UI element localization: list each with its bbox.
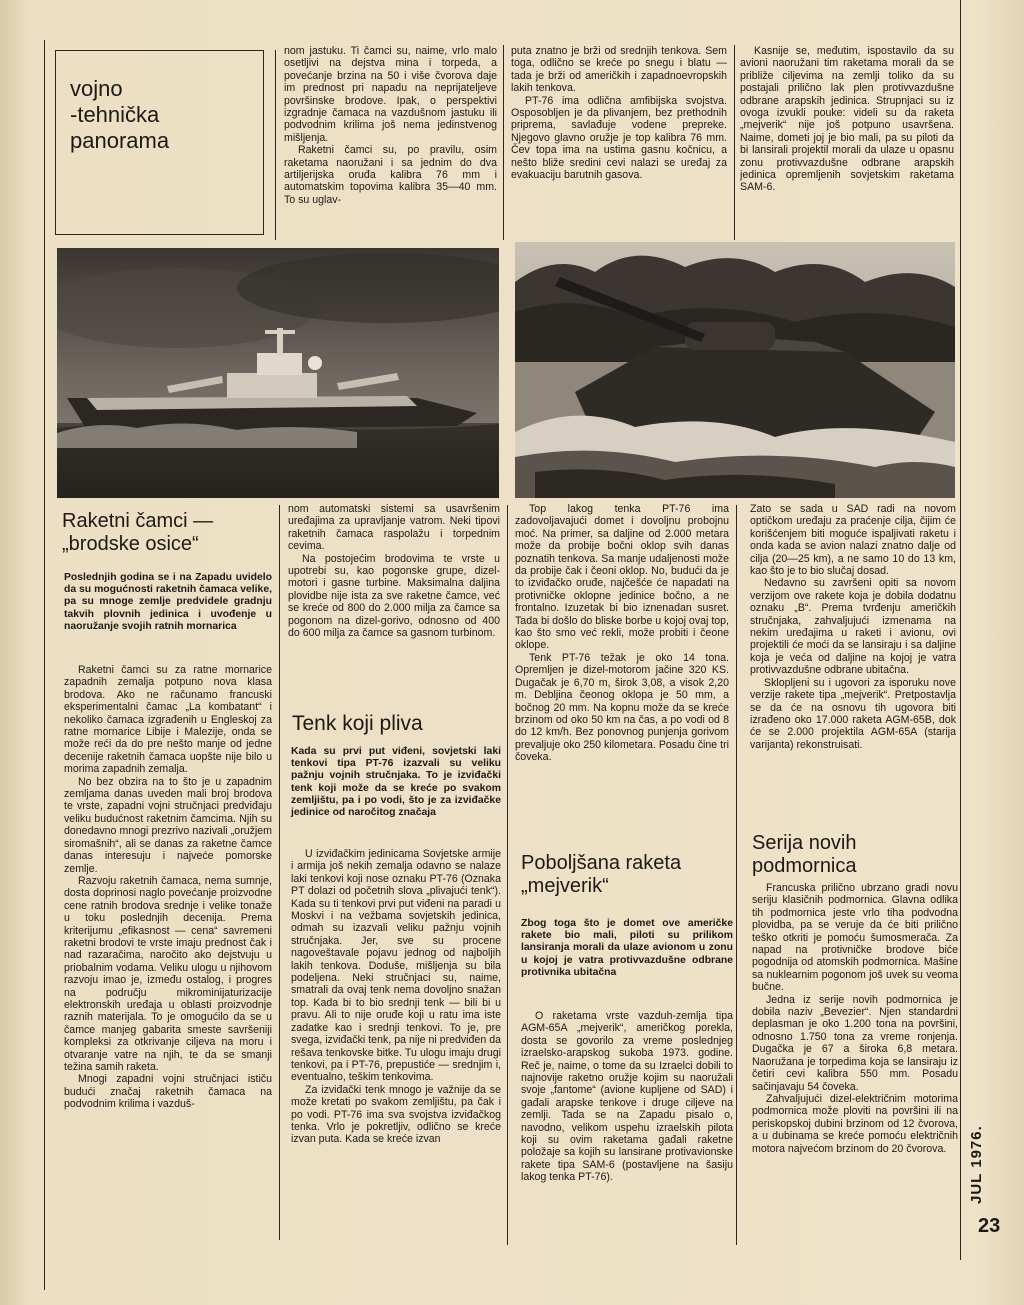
lead-text: Zbog toga što je domet ove američke rakete bio mali, piloti su prilikom lansiranja morali da ulaze avionom u zonu u kojoj je vatra protivvazdušne odbrane protivnika ubitačna	[521, 918, 733, 978]
headline-line: „mejverik“	[521, 875, 609, 897]
column-rule-3	[734, 45, 735, 240]
paragraph: Top lakog tenka PT-76 ima zadovoljavajući domet i dovoljnu probojnu moć. Na primer, sa daljine od 2.000 metara može da probije bočni oklop svih danas poznatih tenkova. Sa manje udaljenosti može da probije čak i čeoni oklop. No, budući da je to izviđačko oruđe, najčešće će napadati na protivničke oklopne jedinice bočno, a ne frontalno. Izuzetak bi bio iznenadan susret. Tada bi došlo do bliske borbe u kojoj ovaj top, kao što smo već rekli, može probiti i čeone oklope.	[515, 503, 729, 652]
paragraph: PT-76 ima odlična amfibijska svojstva. Osposobljen je da plivanjem, bez prethodnih priprema, savlađuje vodene prepreke. Njegovo glavno oružje je top kalibra 76 mm. Čev topa ima na ustima gasnu kočnicu, a nešto bliže sredini cevi nalazi se uređaj za evakuaciju barutnih gasova.	[511, 94, 727, 182]
top-column-3	[511, 45, 727, 235]
article-headline-submarines	[752, 832, 957, 878]
paragraph: nom automatski sistemi sa usavršenim uređajima za upravljanje vatrom. Neki tipovi raketnih čamaca raspolažu i torpednim cevima.	[288, 503, 500, 553]
paragraph: Za izviđački tenk mnogo je važnije da se može kretati po svakom zemljištu, pa čak i po vodi. PT-76 ima sva svojstva izviđačkog tenka. Vrlo je pokretljiv, odlično se kreće izvan puta. Kada se kreće izvan	[291, 1083, 501, 1146]
pt76-tank-photo	[515, 242, 955, 498]
paragraph: Razvoju raketnih čamaca, nema sumnje, dosta doprinosi naglo povećanje proizvodne cene ratnih brodova srednje i velike tonaže u toku poslednjih decenija. Prema kriterijumu „efikasnost — cena“ savremeni raketni brodovi te vrste imaju prednost čak i nad razaračima, naročito ako dejstvuju u priobalnim vodama. Veliku ulogu u njihovom razvoju imao je, između ostalog, i progres na području mikrominijaturizacije elektronskih uređaja u oblasti proizvodnje raznih materijala. To je omogućilo da se u čamce manjeg gabarita smeste savršeniji kompleksi za otkrivanje ciljeva na moru i otvaranje vatre na njih, te da se smanji težina samih raketa.	[64, 874, 272, 1073]
article2-column-1	[291, 848, 501, 1244]
article-lead-tank	[291, 746, 501, 819]
article3-column-1	[521, 1010, 733, 1244]
paragraph: Zahvaljujući dizel-električnim motorima podmornica može ploviti na površini ili na periskopskoj dubini brzinom od 12 čvorova, a u dubinama se kreće pomoću električnih motora najvećom brzinom do 20 čvorova.	[752, 1092, 958, 1155]
headline-line: Raketni čamci —	[62, 510, 214, 532]
column-rule-1	[275, 50, 276, 240]
paragraph: Francuska prilično ubrzano gradi novu seriju klasičnih podmornica. Glavna odlika tih podmornica jeste vrlo tiha podvodna plovidba, pa se veruje da će biti prilično teško otkriti je pomoću šumosmerača. Za napad na protivničke brodove biće pogodnija od atomskih podmornica. Mašine sa nuklearnim pogonom još uvek su veoma bučne.	[752, 882, 958, 994]
column-rule-4	[279, 505, 280, 1240]
headline-line: „brodske osice“	[62, 533, 199, 555]
column-rule-5	[507, 505, 508, 1245]
paragraph: nom jastuku. Ti čamci su, naime, vrlo malo osetljivi na dejstva mina i torpeda, a povećanje brzina na 50 i više čvorova daje im prednost pri napadu na neprijateljeve površinske brodove. Ipak, o perspektivi izgradnje čamaca na vazdušnom jastuku ili podvodnim krilima još nema jedinstvenog mišljenja.	[284, 45, 497, 144]
paragraph: Kasnije se, međutim, ispostavilo da su avioni naoružani tim raketama morali da se približe ciljevima na zemlji toliko da su postajali prilično lak plen protivvazdušne odbrane arapskih jedinica. Strupnjaci su iz ovoga izvukli pouke: videli su da raketa „mejverik“ nije još potpuno usavršena. Naime, dometi joj je bio mali, pa su piloti da bi lansirali projektil morali da ulaze u opasnu zonu protivvazdušne odbrane arapskih jedinica opremljenih sovjetskim raketama SAM-6.	[740, 45, 954, 194]
top-column-2	[284, 45, 497, 235]
paragraph: Raketni čamci su, po pravilu, osim raketama naoružani i sa jednim do dva artiljerijska oruđa kalibra 76 mm i automatskim topovima kalibra 35—40 mm. To su uglav-	[284, 144, 497, 206]
paragraph: Nedavno su završeni opiti sa novom verzijom ove rakete koja je dobila dodatnu oznaku „B“. Prema tvrđenju američkih stručnjaka, zahvaljujući izmenama na nekim uređajima u raketi i avionu, ovi projektili će moći da se lansiraju i sa daljine koja je veća od daljine na kojoj je vatra protivvazdušne odbrane ubitačna.	[750, 577, 956, 677]
article1-column-1	[64, 664, 272, 1244]
tank-image	[515, 242, 955, 498]
paragraph: O raketama vrste vazduh-zemlja tipa AGM-65A „mejverik“, američkog porekla, dosta se govorilo za vreme poslednjeg izraelsko-arapskog sukoba 1973. godine. Reč je, naime, o tome da su Izraelci dobili to najnovije raketno oružje kojim su naoružali svoje „fantome“ (avione kupljene od SAD) i gađali arapske tenkove i druge ciljeve na zemlji. Tada se na Zapadu pisalo o, navodno, velikom uspehu izraelskih pilota koji su ovim raketama gađali raketne položaje sa kojih su lansirane protivavionske rakete tipa SAM-6 (postavljene na šasiju lakog tenka PT-76).	[521, 1010, 733, 1184]
paragraph: Sklopljeni su i ugovori za isporuku nove verzije rakete tipa „mejverik“. Pretpostavlja se da će na osnovu tih ugovora biti izrađeno oko 17.000 raketa AGM-65B, dok će se 2.000 projektila AGM-65A (starija varijanta) rekonstruisati.	[750, 676, 956, 751]
headline-line: Poboljšana raketa	[521, 852, 682, 874]
rubric-line: panorama	[70, 128, 170, 153]
article1-column-2	[288, 503, 500, 693]
missile-boat-photo	[57, 248, 499, 498]
article4-column	[752, 882, 958, 1244]
headline-line: Serija novih	[752, 832, 857, 854]
right-margin-rule	[960, 0, 961, 1260]
column-rule-2	[503, 45, 504, 240]
lead-text: Poslednjih godina se i na Zapadu uvidelo da su mogućnosti raketnih čamaca velike, pa su mnoge zemlje predvidele gradnju takvih plovnih jedinica i uvođenje u naoružanje svojih ratnih mornarica	[64, 572, 272, 632]
article-lead-maverick	[521, 918, 733, 979]
article-headline-tank	[292, 712, 502, 735]
missile-boat-image	[57, 248, 499, 498]
headline-line: podmornica	[752, 855, 857, 877]
paragraph: U izviđačkim jedinicama Sovjetske armije i armija još nekih zemalja odavno se nalaze laki tenkovi koji nose oznaku PT-76 (Oznaka PT dolazi od početnih slova „plivajući tenk“). Kada su ti tenkovi prvi put viđeni na paradi u Moskvi i na vežbama sovjetskih jedinica, odmah su izazvali veliku pažnju vojnih stručnjaka. Jer, sve su procene nagoveštavale pojavu jednog od najboljih lakih tenkova. Doduše, mišljenja su bila podeljena. Neki stručnjaci su, naime, smatrali da ovaj tenk nema dovoljno snažan top. Kada bi to bio srednji tenk — bili bi u pravu. Ali to nije oruđe koji u ratu ima iste zadatke kao i srednji tenkovi. To je, pre svega, izviđački tenk, pa nije ni predviđen da rešava tenkovske bitke. Tu ulogu imaju drugi tenkovi, pa i PT-76, prepustiće — srednjim i, eventualno, teškim tenkovima.	[291, 848, 501, 1084]
paragraph: Mnogi zapadni vojni stručnjaci ističu budući značaj raketnih čamaca na podvodnim krilima i vazduš-	[64, 1073, 272, 1111]
issue-date: JUL 1976.	[968, 1125, 985, 1205]
lead-text: Kada su prvi put viđeni, sovjetski laki tenkovi tipa PT-76 izazvali su veliku pažnju vojnih stručnjaka. To je izviđački tenk koji može da se kreće po svakom zemljištu, pa i po vodi, što je za izviđačke jedinice od naročitog značaja	[291, 746, 501, 819]
paragraph: Tenk PT-76 težak je oko 14 tona. Opremljen je dizel-motorom jačine 320 KS. Dugačak je 6,70 m, širok 3,08, a visok 2,20 m. Debljina čeonog oklopa je 50 mm, a bočnog 20 mm. Na kopnu može da se kreće brzinom od oko 50 km na čas, a po vodi od 8 do 12 km/h. Bez ponovnog punjenja gorivom prevaljuje oko 250 kilometara. Posadu čine tri čoveka.	[515, 651, 729, 764]
paragraph: Raketni čamci su za ratne mornarice zapadnih zemalja potpuno nova klasa brodova. Ako ne računamo francuski eksperimentalni čamac „La kombatant“ i nekoliko čamaca izgrađenih u Engleskoj za ratne mornarice Libije i Malezije, onda se može reći da do pre nešto manje od jedne decenije raketnih čamaca uopšte nije bilo u morima zapadnih zemalja.	[64, 664, 272, 776]
section-rubric	[70, 76, 260, 154]
paragraph: Jedna iz serije novih podmornica je dobila naziv „Bevezier“. Njen standardni deplasman je oko 1.200 tona na površini, odnosno 1.750 tona za vreme ronjenja. Dugačka je 67 a široka 6,8 metara. Naoružana je torpedima koja se lansiraju iz četiri cevi kalibra 550 mm. Posadu sačinjavaju 54 čoveka.	[752, 993, 958, 1093]
left-margin-rule	[44, 40, 45, 1290]
paragraph: No bez obzira na to što je u zapadnim zemljama danas uveden mali broj brodova te vrste, zapadni vojni stručnjaci predviđaju veliku budućnost raketnim čamcima. Njih su donedavno mnogi prezrivo nazivali „oružjem siromašnih“, ali se danas za raketne čamce danas interesuju i najveće pomorske zemlje.	[64, 775, 272, 875]
page-number: 23	[978, 1215, 1001, 1237]
paragraph: Na postojećim brodovima te vrste u upotrebi su, kao pogonske grupe, dizel-motori i gasne turbine. Maksimalna daljina plovidbe nije ista za sve raketne čamce, već se kreće od 800 do 2.000 milja za čamce sa pogonom na dizel-gorivo, odnosno od 400 do 600 milja za čamce sa gasnom turbinom.	[288, 552, 500, 640]
headline-line: Tenk koji pliva	[292, 712, 423, 735]
top-column-4	[740, 45, 954, 240]
rubric-line: -tehnička	[70, 102, 160, 127]
paragraph: puta znatno je brži od srednjih tenkova. Sem toga, odlično se kreće po snegu i blatu — tada je brži od američkih i zapadnoevropskih lakih tenkova.	[511, 45, 727, 95]
article-headline-missile-boats	[62, 510, 274, 556]
rubric-line: vojno	[70, 76, 123, 101]
article-headline-maverick	[521, 852, 735, 898]
article-lead-missile-boats	[64, 572, 272, 633]
paragraph: Zato se sada u SAD radi na novom optičkom uređaju za praćenje cilja, čijim će korišćenjem biti moguće ispaljivati raketu i onda kada se avion nalazi znatno dalje od cilja (20—25 km), a ne samo 10 do 13 km, kao što je to bio slučaj dosad.	[750, 503, 956, 578]
column-rule-6	[736, 505, 737, 1245]
article2-column-2	[515, 503, 729, 843]
article3-column-2	[750, 503, 956, 821]
